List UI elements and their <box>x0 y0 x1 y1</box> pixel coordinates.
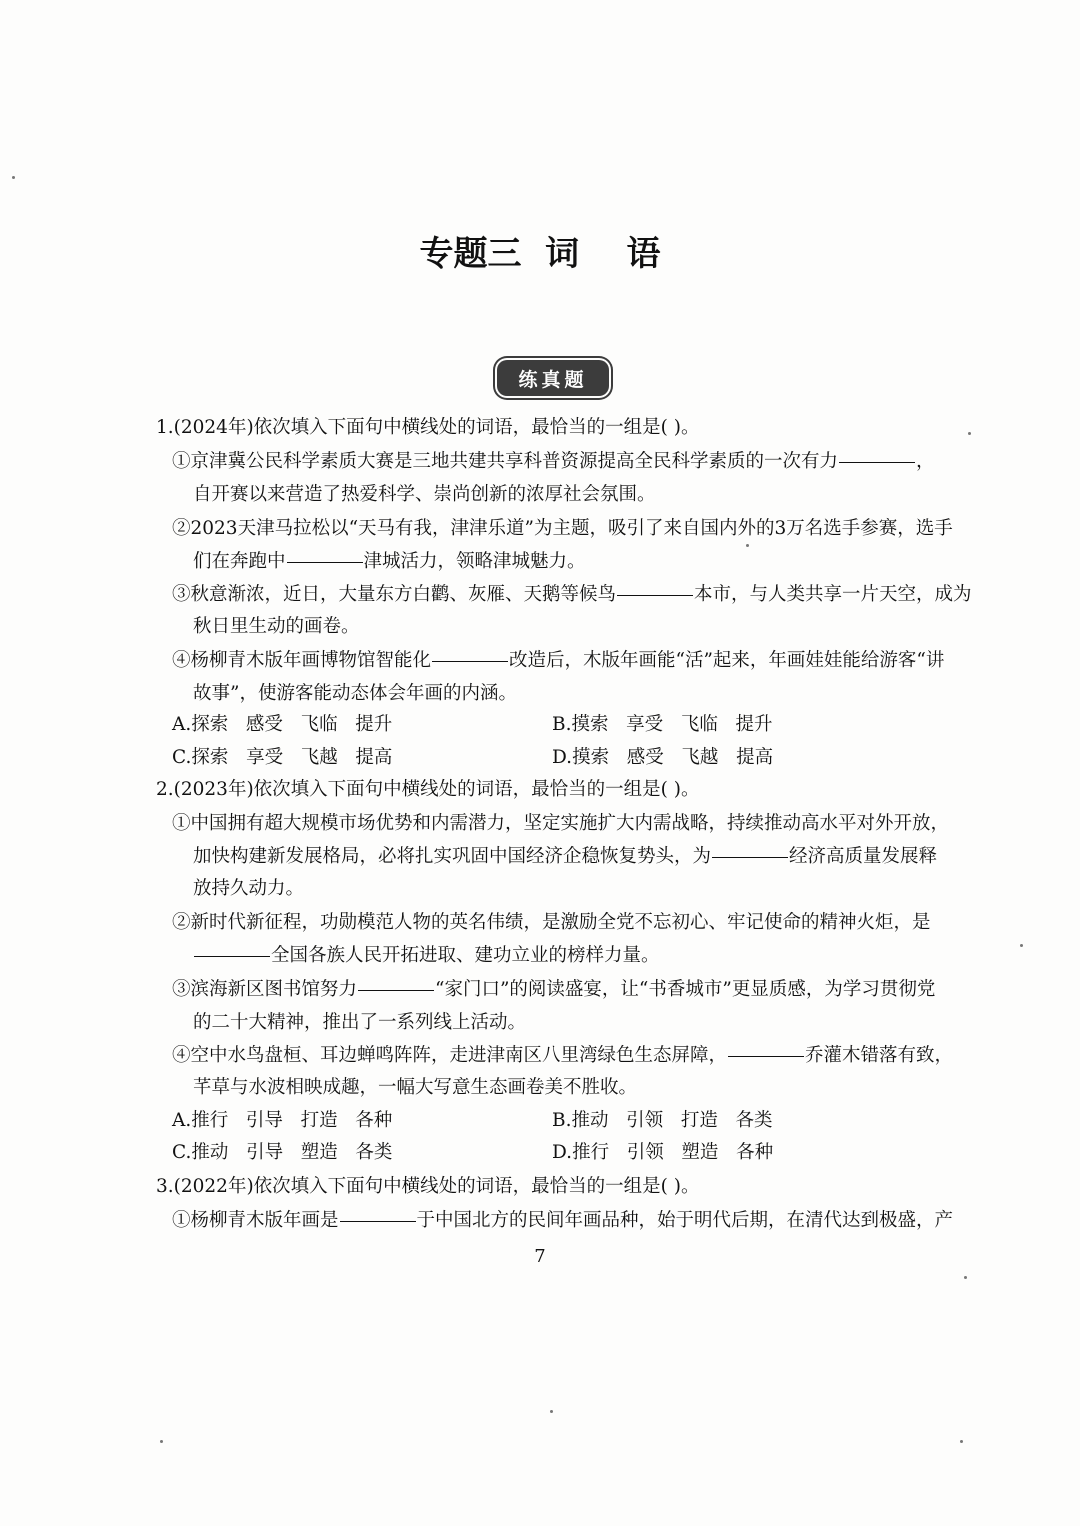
question-3-stem: 3.(2022年)依次填入下面句中横线处的词语，最恰当的一组是( )。 <box>156 1176 700 1197</box>
page-number: 7 <box>534 1246 546 1267</box>
q1-option-b[interactable]: B.摸索 享受 飞临 提升 <box>552 714 773 735</box>
q1-item-3-line-1: ③秋意渐浓，近日，大量东方白鹳、灰雁、天鹅等候鸟 本市，与人类共享一片天空，成为 <box>172 584 972 605</box>
q2-option-c[interactable]: C.推动 引导 塑造 各类 <box>172 1142 393 1163</box>
scan-speck <box>550 1410 553 1413</box>
answer-blank[interactable] <box>194 955 270 957</box>
q3-item-1-line-1: ①杨柳青木版年画是 于中国北方的民间年画品种，始于明代后期，在清代达到极盛，产 <box>172 1210 954 1231</box>
scan-speck <box>960 1440 963 1443</box>
q2-item-2-line-2: 全国各族人民开拓进取、建功立业的榜样力量。 <box>193 941 660 971</box>
scan-speck <box>746 544 749 547</box>
question-1-stem: 1.(2024年)依次填入下面句中横线处的词语，最恰当的一组是( )。 <box>156 417 700 438</box>
scan-speck <box>964 1276 967 1279</box>
q1-item-1-line-2: 自开赛以来营造了热爱科学、崇尚创新的浓厚社会氛围。 <box>193 484 656 505</box>
q1-item-1-line-1: ①京津冀公民科学素质大赛是三地共建共享科普资源提高全民科学素质的一次有力 ， <box>172 451 935 472</box>
q1-item-3-line-2: 秋日里生动的画卷。 <box>193 616 360 637</box>
q2-item-1-line-2: 加快构建新发展格局，必将扎实巩固中国经济企稳恢复势头，为 经济高质量发展释 <box>193 846 938 867</box>
answer-blank[interactable] <box>340 1220 416 1222</box>
q2-item-1-line-1: ①中国拥有超大规模市场优势和内需潜力，坚定实施扩大内需战略，持续推动高水平对外开放， <box>172 813 950 834</box>
scan-speck <box>1020 944 1023 947</box>
scan-speck <box>160 1440 163 1443</box>
scan-speck <box>968 432 971 435</box>
q1-option-c[interactable]: C.探索 享受 飞越 提高 <box>172 747 393 768</box>
answer-blank[interactable] <box>712 856 788 858</box>
q1-item-2-line-1: ②2023天津马拉松以“天马有我，津津乐道”为主题，吸引了来自国内外的3万名选手参赛，选手 <box>172 518 953 539</box>
q2-item-2-line-1: ②新时代新征程，功勋模范人物的英名伟绩，是激励全党不忘初心、牢记使命的精神火炬，是 <box>172 912 931 933</box>
q2-item-4-line-2: 芊草与水波相映成趣，一幅大写意生态画卷美不胜收。 <box>193 1077 638 1098</box>
answer-blank[interactable] <box>358 989 434 991</box>
answer-blank[interactable] <box>728 1055 804 1057</box>
q2-item-4-line-1: ④空中水鸟盘桓、耳边蝉鸣阵阵，走进津南区八里湾绿色生态屏障， 乔灌木错落有致， <box>172 1045 954 1066</box>
answer-blank[interactable] <box>287 561 363 563</box>
q1-item-4-line-1: ④杨柳青木版年画博物馆智能化 改造后，木版年画能“活”起来，年画娃娃能给游客“讲 <box>172 650 945 671</box>
q2-option-d[interactable]: D.推行 引领 塑造 各种 <box>552 1142 774 1163</box>
q2-option-b[interactable]: B.推动 引领 打造 各类 <box>552 1110 773 1131</box>
q2-item-1-line-3: 放持久动力。 <box>193 878 305 899</box>
answer-blank[interactable] <box>432 660 508 662</box>
q1-item-4-line-2: 故事”，使游客能动态体会年画的内涵。 <box>193 683 517 704</box>
q1-option-d[interactable]: D.摸索 感受 飞越 提高 <box>552 747 774 768</box>
q1-option-a[interactable]: A.探索 感受 飞临 提升 <box>172 714 393 735</box>
q2-option-a[interactable]: A.推行 引导 打造 各种 <box>172 1110 393 1131</box>
q2-item-3-line-2: 的二十大精神，推出了一系列线上活动。 <box>193 1012 527 1033</box>
answer-blank[interactable] <box>617 594 693 596</box>
section-badge: 练真题 <box>497 360 609 396</box>
page-title: 专题三 词 语 <box>419 234 661 274</box>
answer-blank[interactable] <box>839 461 915 463</box>
scan-speck <box>12 176 15 179</box>
question-2-stem: 2.(2023年)依次填入下面句中横线处的词语，最恰当的一组是( )。 <box>156 779 700 800</box>
q1-item-2-line-2: 们在奔跑中 津城活力，领略津城魅力。 <box>193 551 586 572</box>
q2-item-3-line-1: ③滨海新区图书馆努力 “家门口”的阅读盛宴，让“书香城市”更显质感，为学习贯彻党 <box>172 979 936 1000</box>
